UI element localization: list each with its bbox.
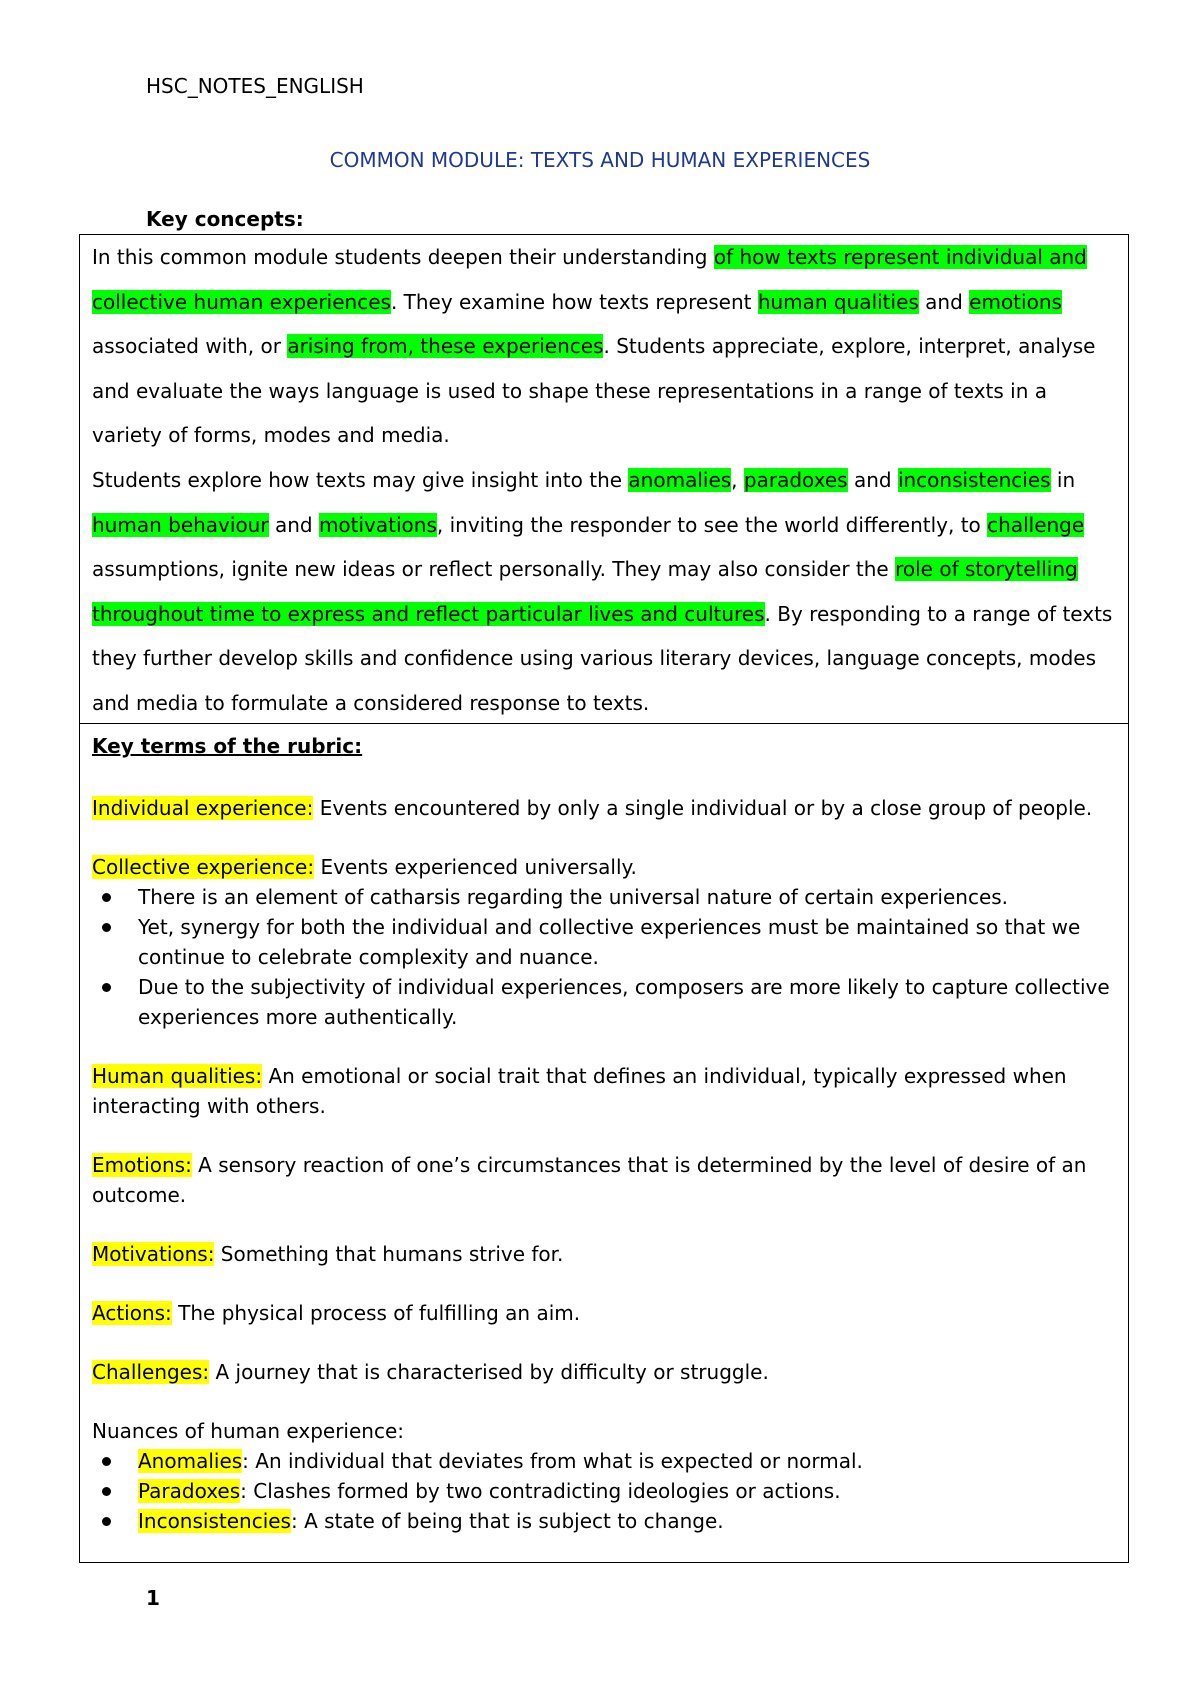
term-motivations — [92, 1239, 1116, 1269]
term-individual-experience — [92, 793, 1116, 823]
list-item-text: There is an element of catharsis regarding the universal nature of certain experiences. — [138, 885, 1009, 909]
term-definition: : A state of being that is subject to change. — [290, 1509, 724, 1533]
term-label: Paradoxes — [138, 1479, 241, 1503]
highlight-green: human behaviour — [92, 512, 269, 537]
term-challenges — [92, 1357, 1116, 1387]
term-human-qualities — [92, 1061, 1116, 1121]
text-run: . Students appreciate, explore, interpret, analyse and evaluate the ways language is used to shape these representations in a range of texts in a variety of forms, modes and media. — [92, 334, 1096, 448]
key-concepts-paragraph-2 — [92, 458, 1116, 726]
highlight-green: human qualities — [757, 289, 919, 314]
text-run: . By responding to a range of texts they further develop skills and confidence using various literary devices, language concepts, modes and media to formulate a considered response to texts. — [92, 601, 1113, 715]
term-label: Inconsistencies — [138, 1509, 291, 1533]
list-item — [138, 1476, 1116, 1506]
highlight-green: anomalies — [628, 467, 732, 492]
text-run: and — [268, 512, 319, 537]
term-definition: Events encountered by only a single individual or by a close group of people. — [313, 796, 1093, 820]
term-definition: The physical process of fulfilling an aim. — [171, 1301, 581, 1325]
term-definition: Events experienced universally. — [314, 855, 637, 879]
highlight-green: motivations — [318, 512, 437, 537]
bullet-icon — [102, 983, 111, 992]
term-label: Individual experience: — [92, 796, 314, 820]
list-item — [138, 912, 1116, 972]
term-definition: An emotional or social trait that defines an individual, typically expressed when interacting with others. — [92, 1064, 1067, 1118]
list-item — [138, 1506, 1116, 1536]
rubric-box — [79, 723, 1129, 1563]
highlight-green: arising from, these experiences — [287, 334, 604, 359]
term-label: Challenges: — [92, 1360, 210, 1384]
term-definition: : An individual that deviates from what is expected or normal. — [242, 1449, 863, 1473]
term-label: Motivations: — [92, 1242, 215, 1266]
highlight-green: of how texts represent individual and collective human experiences — [92, 245, 1087, 314]
term-definition: A sensory reaction of one’s circumstances that is determined by the level of desire of an outcome. — [92, 1153, 1087, 1207]
bullet-icon — [102, 1457, 111, 1466]
term-label: Human qualities: — [92, 1064, 263, 1088]
term-label: Actions: — [92, 1301, 172, 1325]
text-run: assumptions, ignite new ideas or reflect personally. They may also consider the — [92, 557, 896, 582]
text-run: associated with, or — [92, 334, 288, 359]
nuances-bullet-list — [92, 1446, 1116, 1536]
rubric-heading: Key terms of the rubric: — [92, 734, 363, 758]
text-run: , — [731, 467, 744, 492]
term-emotions — [92, 1150, 1116, 1210]
text-run: and — [918, 289, 970, 314]
list-item — [138, 882, 1116, 912]
term-definition: A journey that is characterised by difficulty or struggle. — [209, 1360, 769, 1384]
text-run: In this common module students deepen their understanding — [92, 245, 714, 269]
highlight-green: role of storytelling throughout time to express and reflect particular lives and cultures — [92, 557, 1078, 626]
key-concepts-box — [79, 234, 1129, 724]
list-item — [138, 972, 1116, 1032]
text-run: and — [847, 467, 898, 492]
key-concepts-heading: Key concepts: — [146, 207, 304, 231]
bullet-icon — [102, 1487, 111, 1496]
collective-bullet-list — [92, 882, 1116, 1032]
highlight-green: emotions — [969, 289, 1062, 314]
term-definition: : Clashes formed by two contradicting ideologies or actions. — [240, 1479, 841, 1503]
term-collective-experience — [92, 852, 1116, 882]
page-number: 1 — [146, 1586, 160, 1610]
list-item — [138, 1446, 1116, 1476]
text-run: , inviting the responder to see the world differently, to — [436, 512, 988, 537]
bullet-icon — [102, 893, 111, 902]
text-run: in — [1050, 467, 1076, 492]
page-title: COMMON MODULE: TEXTS AND HUMAN EXPERIENCES — [329, 148, 871, 172]
key-concepts-text — [92, 235, 1116, 726]
list-item-text: Yet, synergy for both the individual and collective experiences must be maintained so that we continue to celebrate complexity and nuance. — [138, 915, 1081, 969]
text-run: Students explore how texts may give insight into the — [92, 467, 629, 492]
highlight-green: paradoxes — [743, 467, 848, 492]
list-item-text: Due to the subjectivity of individual experiences, composers are more likely to capture collective experiences more authentically. — [138, 975, 1110, 1029]
text-run: . They examine how texts represent — [390, 289, 758, 314]
highlight-green: challenge — [987, 512, 1085, 537]
term-actions — [92, 1298, 1116, 1328]
term-label: Collective experience: — [92, 855, 315, 879]
document-header: HSC_NOTES_ENGLISH — [146, 74, 364, 98]
nuances-heading: Nuances of human experience: — [92, 1419, 404, 1443]
term-label: Emotions: — [92, 1153, 192, 1177]
term-definition: Something that humans strive for. — [214, 1242, 564, 1266]
highlight-green: inconsistencies — [897, 467, 1051, 492]
key-concepts-paragraph-1 — [92, 235, 1116, 458]
bullet-icon — [102, 923, 111, 932]
term-label: Anomalies — [138, 1449, 243, 1473]
bullet-icon — [102, 1517, 111, 1526]
